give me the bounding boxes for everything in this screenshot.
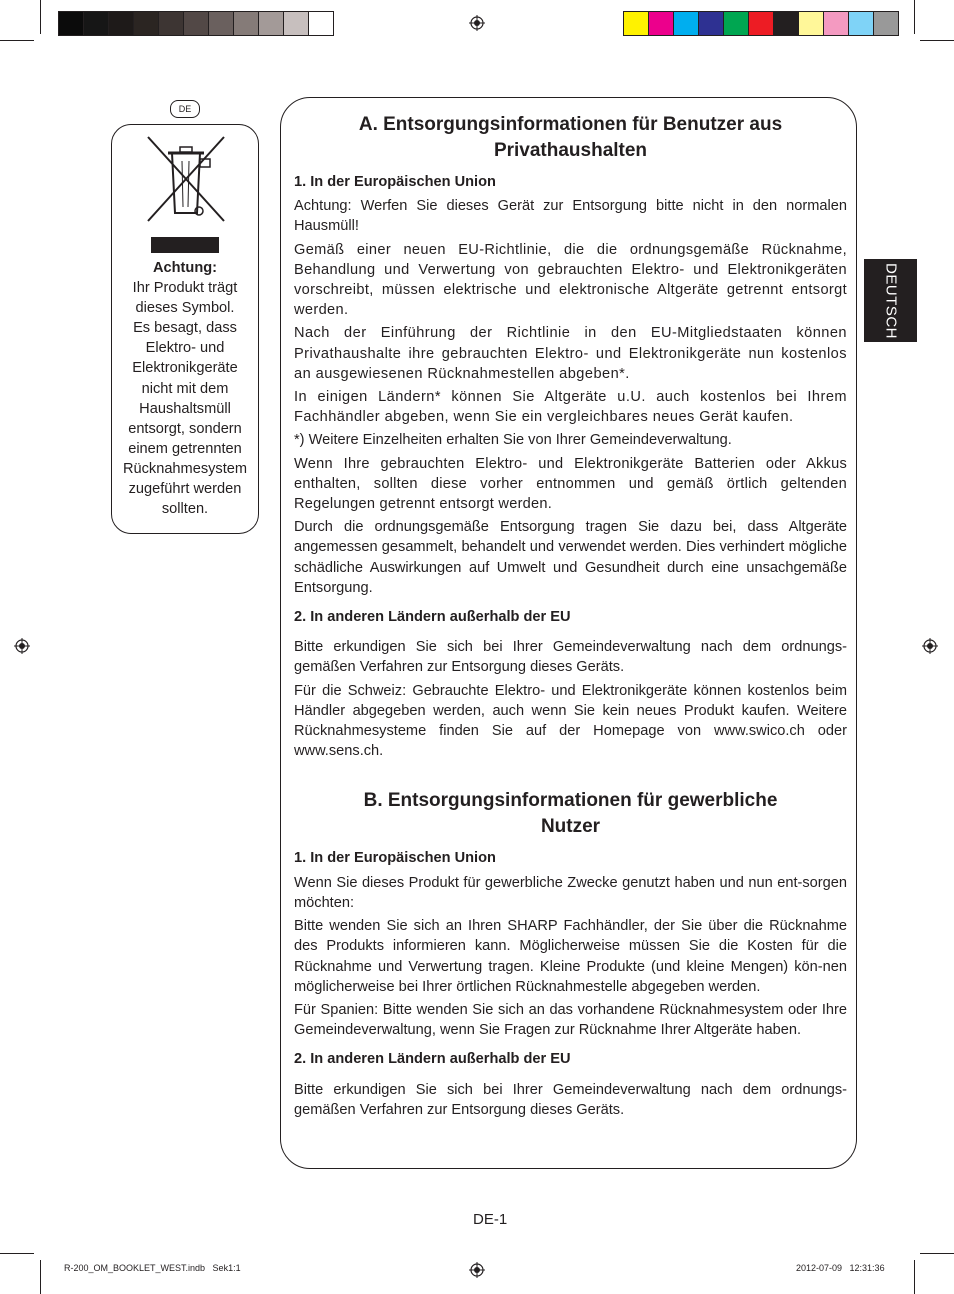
color-swatch — [849, 12, 874, 35]
main-content-box — [280, 97, 857, 1169]
color-swatch — [284, 12, 309, 35]
paragraph: Nach der Einführung der Richtlinie in den EU-Mitgliedstaaten können Privathaushalte ihre gebrauchten Elektro- und Elektronikgeräte nun kostenlos an ausgewiesenen Rücknahmestellen abgeben*. — [294, 325, 847, 382]
grayscale-color-bar — [58, 11, 334, 36]
notice-line: Elektronikgeräte — [132, 360, 238, 377]
section-b-title — [294, 788, 847, 840]
notice-line: sollten. — [161, 501, 209, 518]
notice-line: Rücknahmesystem — [122, 460, 248, 477]
color-swatch — [109, 12, 134, 35]
registration-mark-icon — [469, 15, 485, 31]
color-swatch — [59, 12, 84, 35]
color-swatch — [134, 12, 159, 35]
notice-line: einem getrennten — [128, 440, 242, 457]
color-swatch — [699, 12, 724, 35]
section-b-title-line2: Nutzer — [540, 816, 601, 838]
registration-mark-icon — [14, 638, 30, 654]
footer-timestamp: 2012-07-09 12:31:36 — [796, 1263, 885, 1273]
registration-mark-icon — [922, 638, 938, 654]
color-swatch — [799, 12, 824, 35]
paragraph: Bitte erkundigen Sie sich bei Ihrer Gemeindeverwaltung nach dem ordnungs-gemäßen Verfahren zur Entsorgung dieses Geräts. — [294, 1081, 847, 1118]
crop-mark — [914, 0, 915, 34]
notice-text — [116, 258, 254, 519]
section-a-subheading-1: 1. In der Europäischen Union — [294, 174, 496, 190]
section-b-title-line1: B. Entsorgungsinformationen für gewerbliche — [363, 790, 778, 812]
color-swatch — [259, 12, 284, 35]
crop-mark — [0, 40, 34, 41]
notice-heading: Achtung: — [152, 260, 218, 276]
notice-line: Ihr Produkt trägt — [132, 280, 238, 297]
crop-mark — [914, 1260, 915, 1294]
color-swatch — [159, 12, 184, 35]
color-swatch — [824, 12, 849, 35]
section-a-title-line2: Privathaushalten — [493, 140, 648, 161]
color-swatch — [309, 12, 333, 35]
crop-mark — [0, 1253, 34, 1254]
weee-notice-box — [111, 124, 259, 534]
color-swatch — [874, 12, 898, 35]
section-a-title-line1: A. Entsorgungsinformationen für Benutzer aus — [358, 114, 783, 135]
notice-line: dieses Symbol. — [135, 300, 235, 317]
notice-line: nicht mit dem — [141, 380, 229, 397]
color-swatch — [749, 12, 774, 35]
crop-mark — [920, 1253, 954, 1254]
paragraph: Durch die ordnungsgemäße Entsorgung tragen Sie dazu bei, dass Altgeräte angemessen gesammelt, behandelt und verwendet werden. Dies verhindert mögliche schädliche Auswirkungen auf Umwelt und Gesundheit durch eine unsachgemäße Entsorgung. — [294, 519, 847, 596]
notice-lines — [116, 278, 254, 519]
notice-line: Haushaltsmüll — [139, 400, 231, 417]
color-swatch — [84, 12, 109, 35]
color-swatch — [209, 12, 234, 35]
black-bar — [151, 237, 219, 253]
paragraph: Bitte wenden Sie sich an Ihren SHARP Fachhändler, der Sie über die Rücknahme des Produkts informieren kann. Möglicherweise müssen Sie die Kosten für die Rücknahme und Verwertung tragen. Kleine Produkte (und kleine Mengen) kön-nen möglicherweise bei Ihrer örtlichen Rücknahmestelle abgegeben werden. — [294, 918, 847, 995]
registration-mark-icon — [469, 1262, 485, 1278]
content-column — [294, 112, 847, 1123]
notice-line: zugeführt werden — [128, 481, 242, 498]
language-side-tab — [864, 259, 917, 342]
paragraph: Gemäß einer neuen EU-Richtlinie, die die ordnungsgemäße Rücknahme, Behandlung und Verwertung von gebrauchten Elektro- und Elektronikgeräten vorschreibt, müssen elektrische und elektronische Altgeräte getrennt entsorgt werden. — [294, 241, 847, 319]
paragraph: Wenn Sie dieses Produkt für gewerbliche Zwecke genutzt haben und nun ent-sorgen möchten: — [294, 874, 847, 911]
color-swatch — [234, 12, 259, 35]
crop-mark — [40, 0, 41, 34]
notice-line: Es besagt, dass — [133, 320, 237, 337]
crop-mark — [40, 1260, 41, 1294]
language-badge: DE — [170, 100, 200, 118]
page-number: DE-1 — [473, 1211, 508, 1228]
color-swatch — [649, 12, 674, 35]
color-swatch — [184, 12, 209, 35]
side-tab-label: DEUTSCH — [882, 262, 899, 339]
paragraph: In einigen Ländern* können Sie Altgeräte u.U. auch kostenlos bei Ihrem Fachhändler abgeben, wenn Sie ein vergleichbares neues Gerät kaufen. — [294, 389, 847, 426]
process-color-bar — [623, 11, 899, 36]
color-swatch — [624, 12, 649, 35]
footer-filename: R-200_OM_BOOKLET_WEST.indb Sek1:1 — [64, 1263, 241, 1273]
section-a-title — [294, 112, 847, 164]
paragraph: *) Weitere Einzelheiten erhalten Sie von Ihrer Gemeindeverwaltung. — [294, 432, 732, 449]
paragraph: Wenn Ihre gebrauchten Elektro- und Elektronikgeräte Batterien oder Akkus enthalten, sollten diese vorher entnommen und gemäß örtlich geltenden Regelungen getrennt entsorgt werden. — [294, 455, 847, 513]
section-a-subheading-2: 2. In anderen Ländern außerhalb der EU — [294, 609, 571, 626]
notice-line: Elektro- und — [145, 340, 225, 357]
paragraph: Für die Schweiz: Gebrauchte Elektro- und Elektronikgeräte können kostenlos beim Händler abgegeben werden, auch wenn Sie kein neues Produkt kaufen. Weitere Rücknahmesysteme finden Sie auf der Homepage von www.swico.ch oder www.sens.ch. — [294, 682, 847, 760]
crop-mark — [920, 40, 954, 41]
color-swatch — [674, 12, 699, 35]
color-swatch — [774, 12, 799, 35]
section-b-subheading-1: 1. In der Europäischen Union — [294, 850, 496, 867]
paragraph: Für Spanien: Bitte wenden Sie sich an das vorhandene Rücknahmesystem oder Ihre Gemeindeverwaltung, wenn Sie Fragen zur Rücknahme Ihrer Altgeräte haben. — [294, 1001, 847, 1039]
paragraph: Bitte erkundigen Sie sich bei Ihrer Gemeindeverwaltung nach dem ordnungs-gemäßen Verfahren zur Entsorgung dieses Geräts. — [294, 639, 847, 676]
section-b-subheading-2: 2. In anderen Ländern außerhalb der EU — [294, 1051, 571, 1068]
paragraph: Achtung: Werfen Sie dieses Gerät zur Entsorgung bitte nicht in den normalen Hausmüll! — [294, 198, 847, 235]
notice-line: entsorgt, sondern — [128, 420, 242, 437]
color-swatch — [724, 12, 749, 35]
crossed-out-bin-icon — [142, 131, 230, 227]
